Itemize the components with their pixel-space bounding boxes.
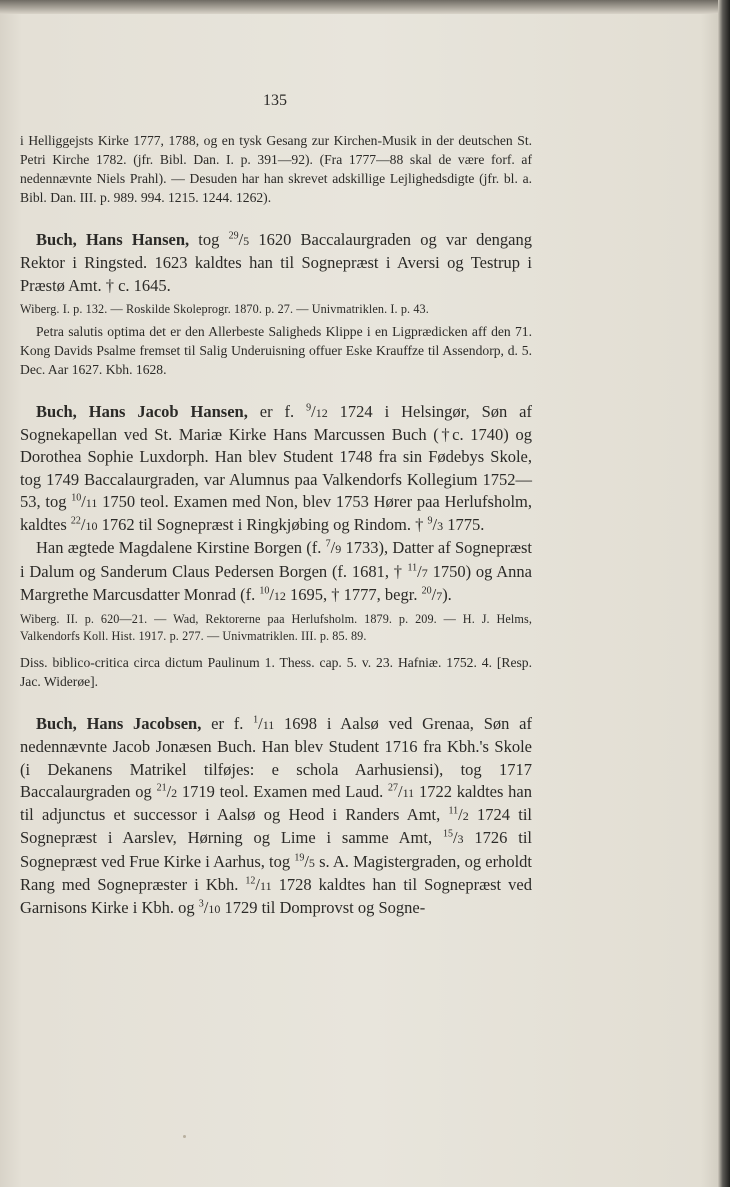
entry-references: Wiberg. I. p. 132. — Roskilde Skoleprogr. 1870. p. 27. — Univmatriklen. I. p. 43. [20,301,429,316]
entry-heading: Buch, Hans Hansen, [36,230,190,249]
page-number: 135 [263,92,287,109]
entry-references: Wiberg. II. p. 620—21. — Wad, Rektorerne paa Herlufsholm. 1879. p. 209. — H. J. Helms, Valkendorfs Koll. Hist. 1917. p. 277. — Univmatriklen. III. p. 85. 89. [20,612,532,644]
intro-paragraph: i Helliggejsts Kirke 1777, 1788, og en tysk Gesang zur Kirchen-Musik in der deutschen St. Petri Kirche 1782. (jfr. Bibl. Dan. I. p. 391—92). (Fra 1777—88 skal de være forf. af nedennævnte Niels Prahl). — Desuden har han skrevet adskillige Lejlighedsdigte (jfr. bl. a. Bibl. Dan. III. p. 989. 994. 1215. 1244. 1262). [20,133,532,205]
page-top-edge-shadow [0,0,730,14]
entry-marriage-paragraph: Han ægtede Magdalene Kirstine Borgen (f. $^7$/9 1733), Datter af Sognepræst i Dalum og Sanderum Claus Pedersen Borgen (f. 1681, † $^{11}$/7 1750) og Anna Margrethe Marcusdatter Monrad (f. $^{10}$/12 1695, † 1777, begr. $^{20}$/7). [20,538,532,605]
entry-hans-jacob-hansen: Buch, Hans Jacob Hansen, er f. $^9$/12 1724 i Helsingør, Søn af Sognekapellan ved St. Mariæ Kirke Hans Marcussen Buch (†c. 1740) og Dorothea Sophie Luxdorph. Han blev Student 1748 fra sin Fødebys Skole, tog 1749 Baccalaurgraden, var Alumnus paa Valkendorfs Kollegium 1752—53, tog $^{10}$/11 1750 teol. Examen med Non, blev 1753 Hører paa Herlufsholm, kaldtes $^{22}$/10 1762 til Sognepræst i Ringkjøbing og Rindom. † $^9$/3 1775. [20,401,532,535]
entry-hans-hansen: Buch, Hans Hansen, tog $^{29}$/5 1620 Baccalaurgraden og var dengang Rektor i Ringsted. 1623 kaldtes han til Sognepræst i Aversi og Testrup i Præstø Amt. † c. 1645. [20,230,532,295]
entry-works: Diss. biblico-critica circa dictum Paulinum 1. Thess. cap. 5. v. 23. Hafniæ. 1752. 4. [Resp. Jac. Widerøe]. [20,654,532,689]
page-binding-edge [718,0,730,1187]
entry-heading: Buch, Hans Jacobsen, [36,713,202,733]
entry-hans-jacobsen: Buch, Hans Jacobsen, er f. $^1$/11 1698 i Aalsø ved Grenaa, Søn af nedennævnte Jacob Jonæsen Buch. Han blev Student 1716 fra Kbh.'s Skole (i Dekanens Matrikel tilføjes: e schola Aarhusiensi), tog 1717 Baccalaurgraden og $^{21}$/2 1719 teol. Examen med Laud. $^{27}$/11 1722 kaldtes han til adjunctus et successor i Aalsø og Heod i Randers Amt, $^{11}$/2 1724 til Sognepræst i Aarslev, Hørning og Lime i samme Amt, $^{15}$/3 1726 til Sognepræst ved Frue Kirke i Aarhus, tog $^{19}$/5 s. A. Magistergraden, og erholdt Rang med Sognepræster i Kbh. $^{12}$/11 1728 kaldtes han til Sognepræst ved Garnisons Kirke i Kbh. og $^3$/10 1729 til Domprovst og Sogne- [20,713,533,918]
paper-speck [183,1135,186,1138]
entry-works: Petra salutis optima det er den Allerbeste Saligheds Klippe i en Ligprædicken aff den 71. Kong Davids Psalme fremset til Salig Underuisning offuer Eske Krauffze til Assendorp, d. 5. Dec. Aar 1627. Kbh. 1628. [20,323,532,377]
entry-heading: Buch, Hans Jacob Hansen, [36,401,248,421]
page-text-block [20,131,532,921]
